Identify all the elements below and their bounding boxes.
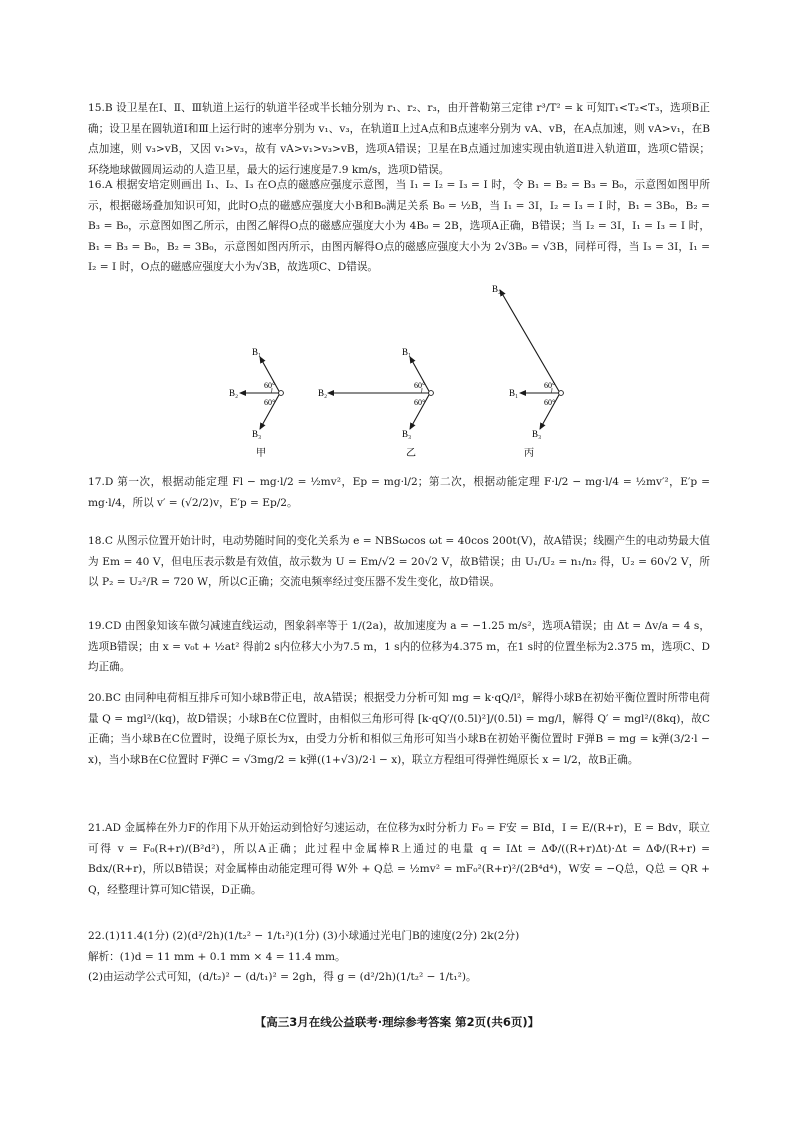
label-b2: B₂ bbox=[492, 284, 502, 294]
diagram-bing bbox=[492, 284, 563, 459]
answer-q16 bbox=[88, 175, 710, 278]
diagram-jia bbox=[229, 347, 283, 459]
label-b3: B₃ bbox=[532, 429, 542, 439]
label-b1: B₁ bbox=[402, 347, 412, 357]
answer-q17-text: 17.D 第一次，根据动能定理 Fl − mg·l/2 = ½mv²，Ep = mg·l/2；第二次，根据动能定理 F·l/2 − mg·l/4 = ½mv′²，E′p = mg·l/4，所以 v′ = (√2/2)v，E′p = Ep/2。 bbox=[88, 476, 710, 509]
caption-bing: 丙 bbox=[524, 448, 534, 459]
answer-q18 bbox=[88, 531, 710, 593]
answer-q21 bbox=[88, 818, 710, 900]
answer-q20 bbox=[88, 688, 710, 770]
answer-q22-analysis-2: (2)由运动学公式可知，(d/t₂)² − (d/t₁)² = 2gh，得 g = (d²/2h)(1/t₂² − 1/t₁²)。 bbox=[88, 971, 477, 983]
answer-q17 bbox=[88, 472, 710, 513]
caption-jia: 甲 bbox=[256, 448, 266, 459]
point-o bbox=[429, 391, 434, 396]
angle-label-1: 60° bbox=[544, 381, 556, 390]
label-b1: B₁ bbox=[509, 388, 519, 398]
angle-label-1: 60° bbox=[414, 381, 426, 390]
answer-q21-text: 21.AD 金属棒在外力F的作用下从开始运动到恰好匀速运动，在位移为x时分析力 F₀ = F安 = BId，I = E/(R+r)，E = Bdv，联立可得 v = F₀(R+r)/(B²d²)，所以A正确；此过程中金属棒R上通过的电量 q = IΔt = ΔΦ/((R+r)Δt)·Δt = ΔΦ/(R+r) = Bdx/(R+r)，所以B错误；对金属棒由动能定理可得 W外 + Q总 = ½mv² = mF₀²(R+r)²/(2B⁴d⁴)，W安 = −Q总，Q总 = QR + Q，经整理计算可知C错误，D正确。 bbox=[88, 822, 710, 896]
label-b3: B₃ bbox=[402, 429, 412, 439]
answer-q16-text: 16.A 根据安培定则画出 I₁、I₂、I₃ 在O点的磁感应强度示意图，当 I₁ = I₂ = I₃ = I 时，令 B₁ = B₂ = B₃ = B₀，示意图如图甲所示，根据磁场叠加知识可知，此时O点的磁感应强度大小B和B₀满足关系 B₀ = ½B，当 I₁ = 3I，I₂ = I₃ = I 时，B₁ = 3B₀，B₂ = B₃ = B₀，示意图如图乙所示，由图乙解得O点的磁感应强度大小为 4B₀ = 2B，选项A正确，B错误；当 I₂ = 3I，I₁ = I₃ = I 时，B₁ = B₃ = B₀，B₂ = 3B₀，示意图如图丙所示，由图丙解得O点的磁感应强度大小为 2√3B₀ = √3B，同样可得，当 I₃ = 3I，I₁ = I₂ = I 时，O点的磁感应强度大小为√3B，故选项C、D错误。 bbox=[88, 179, 710, 273]
magnetic-field-diagrams bbox=[220, 282, 580, 464]
point-o bbox=[559, 391, 564, 396]
answer-q22-analysis-1: 解析：(1)d = 11 mm + 0.1 mm × 4 = 11.4 mm。 bbox=[88, 950, 346, 963]
diagram-yi bbox=[318, 347, 433, 459]
label-b2: B₂ bbox=[229, 388, 239, 398]
angle-label-1: 60° bbox=[264, 381, 276, 390]
label-b3: B₃ bbox=[252, 429, 262, 439]
answer-q22 bbox=[88, 926, 710, 988]
answer-q15 bbox=[88, 98, 710, 180]
label-b1: B₁ bbox=[252, 347, 262, 357]
angle-label-2: 60° bbox=[544, 398, 556, 407]
label-b2: B₂ bbox=[318, 388, 328, 398]
caption-yi: 乙 bbox=[406, 448, 416, 459]
vector-b2-long bbox=[500, 290, 560, 393]
answer-q19-text: 19.CD 由图象知该车做匀减速直线运动，图象斜率等于 1/(2a)，故加速度为 a = −1.25 m/s²，选项A错误；由 Δt = Δv/a = 4 s，选项B错误；由 x = v₀t + ½at² 得前2 s内位移大小为7.5 m，1 s内的位移为4.375 m，在1 s时的位置坐标为2.375 m，选项C、D均正确。 bbox=[88, 620, 710, 673]
answer-q20-text: 20.BC 由同种电荷相互排斥可知小球B带正电，故A错误；根据受力分析可知 mg = k·qQ/l²，解得小球B在初始平衡位置时所带电荷量 Q = mgl²/(kq)，故D错误；小球B在C位置时，由相似三角形可得 [k·qQ′/(0.5l)²]/(0.5l) = mg/l，解得 Q′ = mgl²/(8kq)，故C正确；当小球B在C位置时，设绳子原长为x，由受力分析和相似三角形可知当小球B在初始平衡位置时 F弹B = mg = k弹(3/2·l − x)，当小球B在C位置时 F弹C = √3mg/2 = k弹((1+√3)/2·l − x)，联立方程组可得弹性绳原长 x = l/2，故B正确。 bbox=[88, 692, 710, 766]
angle-label-2: 60° bbox=[264, 398, 276, 407]
point-o bbox=[279, 391, 284, 396]
answer-q15-text: 15.B 设卫星在Ⅰ、Ⅱ、Ⅲ轨道上运行的轨道半径或半长轴分别为 r₁、r₂、r₃，由开普勒第三定律 r³/T² = k 可知T₁<T₂<T₃，选项B正确；设卫星在圆轨道Ⅰ和Ⅲ上运行时的速率分别为 v₁、v₃，在轨道Ⅱ上过A点和B点速率分别为 vA、vB，在A点加速，则 vA>v₁，在B点加速，则 v₃>vB，又因 v₁>v₃，故有 vA>v₁>v₃>vB，选项A错误；卫星在B点通过加速实现由轨道Ⅱ进入轨道Ⅲ，选项C错误；环绕地球做圆周运动的人造卫星，最大的运行速度是7.9 km/s，选项D错误。 bbox=[88, 102, 710, 176]
answer-q18-text: 18.C 从图示位置开始计时，电动势随时间的变化关系为 e = NBSωcos ωt = 40cos 200t(V)，故A错误；线圈产生的电动势最大值为 Em = 40 V，但电压表示数是有效值，故示数为 U = Em/√2 = 20√2 V，故B错误；由 U₁/U₂ = n₁/n₂ 得，U₂ = 60√2 V，所以 P₂ = U₂²/R = 720 W，所以C正确；交流电频率经过变压器不发生变化，故D错误。 bbox=[88, 535, 710, 588]
answer-q19 bbox=[88, 616, 710, 678]
angle-label-2: 60° bbox=[414, 398, 426, 407]
answer-q22-line: 22.(1)11.4(1分) (2)(d²/2h)(1/t₂² − 1/t₁²)(1分) (3)小球通过光电门B的速度(2分) 2k(2分) bbox=[88, 930, 520, 942]
page-footer: 【高三3月在线公益联考·理综参考答案 第2页(共6页)】 bbox=[254, 1015, 540, 1029]
